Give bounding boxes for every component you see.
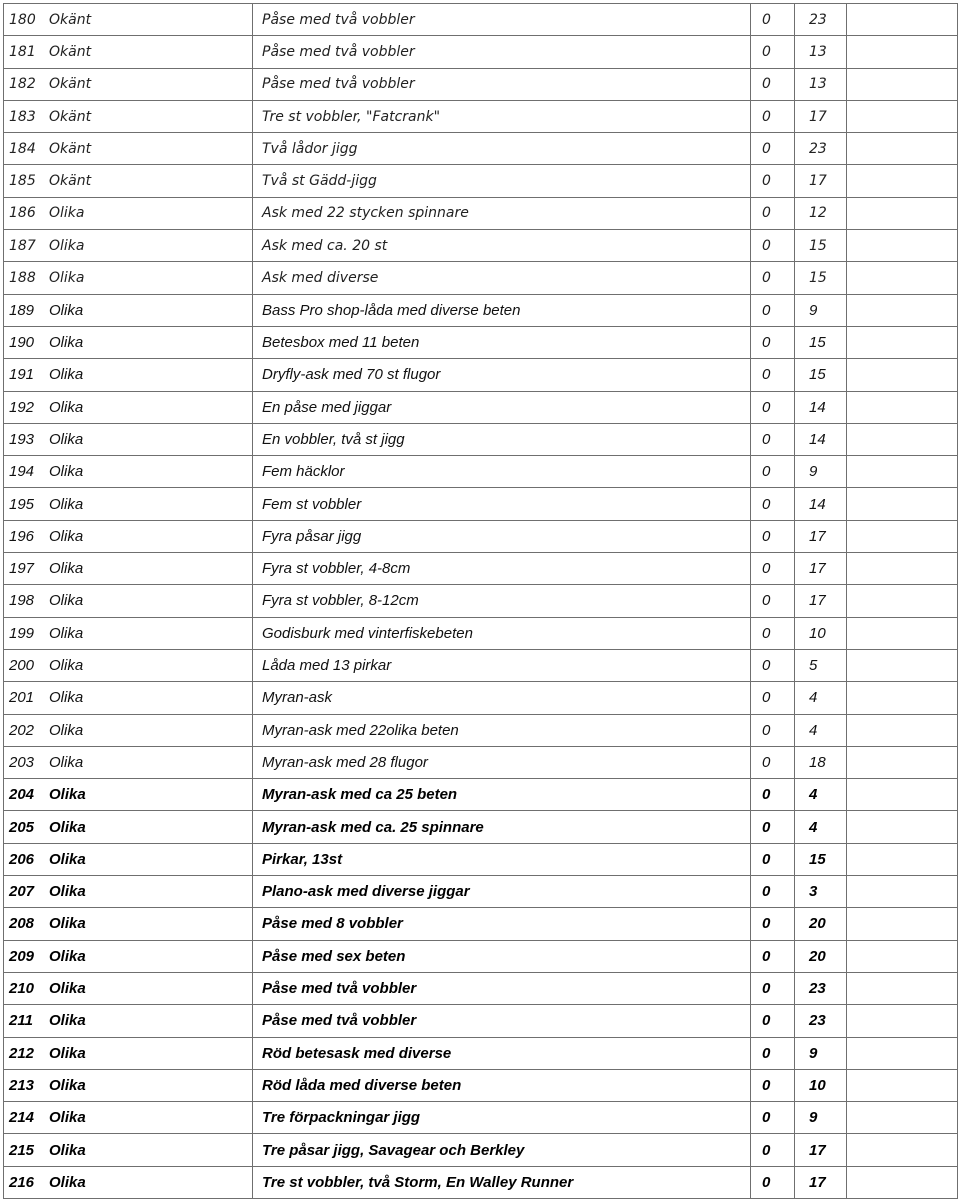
description-cell: Fyra st vobbler, 4-8cm bbox=[252, 553, 750, 584]
value-cell: 0 bbox=[750, 1005, 794, 1036]
owner-cell: Olika bbox=[49, 1109, 86, 1127]
table-row bbox=[4, 230, 957, 262]
quantity-cell: 15 bbox=[794, 844, 846, 875]
table-row bbox=[4, 618, 957, 650]
description-cell: Myran-ask bbox=[252, 682, 750, 713]
description-cell: Tre påsar jigg, Savagear och Berkley bbox=[252, 1134, 750, 1165]
quantity-cell: 12 bbox=[794, 198, 846, 229]
item-number-cell: 183 bbox=[9, 108, 36, 125]
description-cell: Fem st vobbler bbox=[252, 488, 750, 519]
item-number-cell: 205 bbox=[9, 818, 35, 836]
item-number-cell: 210 bbox=[9, 980, 35, 998]
quantity-cell: 17 bbox=[794, 1167, 846, 1198]
item-number-cell: 216 bbox=[9, 1173, 35, 1191]
item-number-cell: 198 bbox=[9, 592, 35, 610]
value-cell: 0 bbox=[750, 585, 794, 616]
empty-cell bbox=[846, 230, 957, 261]
table-row bbox=[4, 327, 957, 359]
quantity-cell: 15 bbox=[794, 230, 846, 261]
owner-cell: Olika bbox=[49, 270, 85, 287]
table-row bbox=[4, 295, 957, 327]
quantity-cell: 17 bbox=[794, 553, 846, 584]
description-cell: Myran-ask med 28 flugor bbox=[252, 747, 750, 778]
quantity-cell: 17 bbox=[794, 165, 846, 196]
empty-cell bbox=[846, 359, 957, 390]
description-cell: Plano-ask med diverse jiggar bbox=[252, 876, 750, 907]
item-number-cell: 194 bbox=[9, 463, 35, 481]
table-row bbox=[4, 392, 957, 424]
table-row bbox=[4, 165, 957, 197]
item-number-cell: 184 bbox=[9, 140, 36, 157]
description-cell: Två st Gädd-jigg bbox=[252, 165, 750, 196]
table-row bbox=[4, 1038, 957, 1070]
empty-cell bbox=[846, 941, 957, 972]
value-cell: 0 bbox=[750, 101, 794, 132]
item-number-cell: 193 bbox=[9, 431, 35, 448]
item-number-cell: 201 bbox=[9, 689, 35, 707]
description-cell: Låda med 13 pirkar bbox=[252, 650, 750, 681]
value-cell: 0 bbox=[750, 1167, 794, 1198]
description-cell: En påse med jiggar bbox=[252, 392, 750, 423]
value-cell: 0 bbox=[750, 650, 794, 681]
item-number-cell: 202 bbox=[9, 721, 35, 739]
owner-cell: Olika bbox=[49, 366, 84, 384]
owner-cell: Olika bbox=[49, 883, 86, 901]
owner-cell: Olika bbox=[49, 850, 86, 868]
quantity-cell: 17 bbox=[794, 101, 846, 132]
item-number-cell: 195 bbox=[9, 495, 35, 513]
quantity-cell: 14 bbox=[794, 488, 846, 519]
quantity-cell: 20 bbox=[794, 908, 846, 939]
item-number-cell: 206 bbox=[9, 850, 35, 868]
description-cell: Tre förpackningar jigg bbox=[252, 1102, 750, 1133]
empty-cell bbox=[846, 198, 957, 229]
table-row bbox=[4, 521, 957, 553]
table-row bbox=[4, 198, 957, 230]
item-number-cell: 189 bbox=[9, 301, 35, 319]
item-number-cell: 190 bbox=[9, 334, 35, 352]
item-number-cell: 186 bbox=[9, 205, 36, 222]
item-number-cell: 211 bbox=[9, 1012, 33, 1030]
table-row bbox=[4, 715, 957, 747]
value-cell: 0 bbox=[750, 165, 794, 196]
quantity-cell: 17 bbox=[794, 521, 846, 552]
owner-cell: Olika bbox=[49, 915, 86, 933]
owner-cell: Olika bbox=[49, 657, 84, 675]
description-cell: En vobbler, två st jigg bbox=[252, 424, 750, 455]
empty-cell bbox=[846, 165, 957, 196]
description-cell: Påse med två vobbler bbox=[252, 69, 750, 100]
item-number-cell: 191 bbox=[9, 366, 35, 384]
owner-cell: Olika bbox=[49, 624, 84, 642]
table-row bbox=[4, 876, 957, 908]
owner-cell: Olika bbox=[49, 301, 84, 319]
empty-cell bbox=[846, 682, 957, 713]
quantity-cell: 15 bbox=[794, 327, 846, 358]
table-row bbox=[4, 101, 957, 133]
table-row bbox=[4, 941, 957, 973]
value-cell: 0 bbox=[750, 521, 794, 552]
value-cell: 0 bbox=[750, 876, 794, 907]
value-cell: 0 bbox=[750, 133, 794, 164]
quantity-cell: 9 bbox=[794, 456, 846, 487]
owner-cell: Okänt bbox=[49, 11, 92, 28]
table-row bbox=[4, 1070, 957, 1102]
empty-cell bbox=[846, 456, 957, 487]
quantity-cell: 15 bbox=[794, 262, 846, 293]
owner-cell: Olika bbox=[49, 818, 86, 836]
description-cell: Fyra påsar jigg bbox=[252, 521, 750, 552]
table-row bbox=[4, 585, 957, 617]
value-cell: 0 bbox=[750, 941, 794, 972]
item-number-cell: 209 bbox=[9, 947, 35, 965]
table-row bbox=[4, 844, 957, 876]
quantity-cell: 23 bbox=[794, 973, 846, 1004]
owner-cell: Olika bbox=[49, 947, 86, 965]
value-cell: 0 bbox=[750, 359, 794, 390]
empty-cell bbox=[846, 747, 957, 778]
item-number-cell: 207 bbox=[9, 883, 35, 901]
item-number-cell: 196 bbox=[9, 527, 35, 545]
empty-cell bbox=[846, 69, 957, 100]
owner-cell: Olika bbox=[49, 721, 84, 739]
empty-cell bbox=[846, 811, 957, 842]
quantity-cell: 23 bbox=[794, 4, 846, 35]
table-row bbox=[4, 811, 957, 843]
item-number-cell: 197 bbox=[9, 560, 35, 578]
value-cell: 0 bbox=[750, 618, 794, 649]
description-cell: Fem häcklor bbox=[252, 456, 750, 487]
value-cell: 0 bbox=[750, 1134, 794, 1165]
item-number-cell: 199 bbox=[9, 624, 35, 642]
quantity-cell: 23 bbox=[794, 133, 846, 164]
empty-cell bbox=[846, 327, 957, 358]
empty-cell bbox=[846, 1005, 957, 1036]
description-cell: Ask med 22 stycken spinnare bbox=[252, 198, 750, 229]
empty-cell bbox=[846, 553, 957, 584]
owner-cell: Olika bbox=[49, 334, 84, 352]
empty-cell bbox=[846, 133, 957, 164]
value-cell: 0 bbox=[750, 327, 794, 358]
item-number-cell: 214 bbox=[9, 1109, 35, 1127]
value-cell: 0 bbox=[750, 811, 794, 842]
value-cell: 0 bbox=[750, 779, 794, 810]
owner-cell: Olika bbox=[49, 1076, 86, 1094]
owner-cell: Olika bbox=[49, 753, 84, 771]
owner-cell: Okänt bbox=[49, 108, 92, 125]
owner-cell: Olika bbox=[49, 1141, 86, 1159]
quantity-cell: 9 bbox=[794, 1038, 846, 1069]
quantity-cell: 4 bbox=[794, 811, 846, 842]
owner-cell: Olika bbox=[49, 463, 84, 481]
table-row bbox=[4, 908, 957, 940]
empty-cell bbox=[846, 973, 957, 1004]
value-cell: 0 bbox=[750, 553, 794, 584]
description-cell: Påse med två vobbler bbox=[252, 973, 750, 1004]
empty-cell bbox=[846, 1167, 957, 1198]
item-number-cell: 213 bbox=[9, 1076, 35, 1094]
table-row bbox=[4, 488, 957, 520]
value-cell: 0 bbox=[750, 69, 794, 100]
quantity-cell: 9 bbox=[794, 295, 846, 326]
description-cell: Myran-ask med 22olika beten bbox=[252, 715, 750, 746]
item-number-cell: 215 bbox=[9, 1141, 35, 1159]
empty-cell bbox=[846, 1038, 957, 1069]
quantity-cell: 17 bbox=[794, 585, 846, 616]
description-cell: Tre st vobbler, "Fatcrank" bbox=[252, 101, 750, 132]
owner-cell: Olika bbox=[49, 527, 84, 545]
description-cell: Betesbox med 11 beten bbox=[252, 327, 750, 358]
owner-cell: Olika bbox=[49, 431, 84, 448]
value-cell: 0 bbox=[750, 1070, 794, 1101]
table-row bbox=[4, 1167, 957, 1199]
description-cell: Tre st vobbler, två Storm, En Walley Runner bbox=[252, 1167, 750, 1198]
value-cell: 0 bbox=[750, 198, 794, 229]
owner-cell: Okänt bbox=[49, 173, 92, 190]
empty-cell bbox=[846, 101, 957, 132]
empty-cell bbox=[846, 715, 957, 746]
table-row bbox=[4, 36, 957, 68]
item-number-cell: 200 bbox=[9, 657, 35, 675]
table-row bbox=[4, 682, 957, 714]
description-cell: Fyra st vobbler, 8-12cm bbox=[252, 585, 750, 616]
owner-cell: Okänt bbox=[49, 140, 92, 157]
quantity-cell: 14 bbox=[794, 392, 846, 423]
quantity-cell: 10 bbox=[794, 1070, 846, 1101]
value-cell: 0 bbox=[750, 424, 794, 455]
empty-cell bbox=[846, 844, 957, 875]
owner-cell: Olika bbox=[49, 689, 84, 707]
quantity-cell: 3 bbox=[794, 876, 846, 907]
item-number-cell: 180 bbox=[9, 11, 36, 28]
table-row bbox=[4, 69, 957, 101]
description-cell: Påse med sex beten bbox=[252, 941, 750, 972]
owner-cell: Olika bbox=[49, 1012, 86, 1030]
table-row bbox=[4, 456, 957, 488]
quantity-cell: 13 bbox=[794, 36, 846, 67]
empty-cell bbox=[846, 488, 957, 519]
description-cell: Påse med två vobbler bbox=[252, 36, 750, 67]
description-cell: Påse med två vobbler bbox=[252, 4, 750, 35]
table-row bbox=[4, 553, 957, 585]
quantity-cell: 9 bbox=[794, 1102, 846, 1133]
empty-cell bbox=[846, 392, 957, 423]
description-cell: Myran-ask med ca. 25 spinnare bbox=[252, 811, 750, 842]
empty-cell bbox=[846, 876, 957, 907]
owner-cell: Olika bbox=[49, 205, 85, 222]
value-cell: 0 bbox=[750, 844, 794, 875]
owner-cell: Olika bbox=[49, 1044, 86, 1062]
description-cell: Pirkar, 13st bbox=[252, 844, 750, 875]
item-number-cell: 181 bbox=[9, 43, 36, 60]
table-row bbox=[4, 1005, 957, 1037]
quantity-cell: 20 bbox=[794, 941, 846, 972]
description-cell: Påse med 8 vobbler bbox=[252, 908, 750, 939]
item-number-cell: 192 bbox=[9, 398, 35, 416]
owner-cell: Olika bbox=[49, 1173, 86, 1191]
empty-cell bbox=[846, 1134, 957, 1165]
item-number-cell: 212 bbox=[9, 1044, 35, 1062]
empty-cell bbox=[846, 650, 957, 681]
table-row bbox=[4, 779, 957, 811]
table-row bbox=[4, 650, 957, 682]
value-cell: 0 bbox=[750, 1102, 794, 1133]
owner-cell: Olika bbox=[49, 495, 84, 513]
empty-cell bbox=[846, 1070, 957, 1101]
item-number-cell: 203 bbox=[9, 753, 35, 771]
empty-cell bbox=[846, 36, 957, 67]
owner-cell: Olika bbox=[49, 592, 84, 610]
value-cell: 0 bbox=[750, 973, 794, 1004]
quantity-cell: 14 bbox=[794, 424, 846, 455]
value-cell: 0 bbox=[750, 295, 794, 326]
owner-cell: Olika bbox=[49, 980, 86, 998]
table-row bbox=[4, 262, 957, 294]
value-cell: 0 bbox=[750, 4, 794, 35]
description-cell: Godisburk med vinterfiskebeten bbox=[252, 618, 750, 649]
empty-cell bbox=[846, 585, 957, 616]
empty-cell bbox=[846, 1102, 957, 1133]
table-row bbox=[4, 4, 957, 36]
owner-cell: Okänt bbox=[49, 76, 92, 93]
table-row bbox=[4, 133, 957, 165]
item-number-cell: 182 bbox=[9, 76, 36, 93]
inventory-table bbox=[3, 3, 958, 1199]
value-cell: 0 bbox=[750, 262, 794, 293]
description-cell: Ask med ca. 20 st bbox=[252, 230, 750, 261]
description-cell: Påse med två vobbler bbox=[252, 1005, 750, 1036]
value-cell: 0 bbox=[750, 230, 794, 261]
item-number-cell: 188 bbox=[9, 270, 36, 287]
quantity-cell: 15 bbox=[794, 359, 846, 390]
quantity-cell: 23 bbox=[794, 1005, 846, 1036]
quantity-cell: 18 bbox=[794, 747, 846, 778]
value-cell: 0 bbox=[750, 488, 794, 519]
value-cell: 0 bbox=[750, 36, 794, 67]
value-cell: 0 bbox=[750, 392, 794, 423]
item-number-cell: 187 bbox=[9, 237, 36, 254]
quantity-cell: 17 bbox=[794, 1134, 846, 1165]
table-row bbox=[4, 424, 957, 456]
description-cell: Röd betesask med diverse bbox=[252, 1038, 750, 1069]
empty-cell bbox=[846, 295, 957, 326]
owner-cell: Okänt bbox=[49, 43, 92, 60]
value-cell: 0 bbox=[750, 456, 794, 487]
owner-cell: Olika bbox=[49, 237, 85, 254]
quantity-cell: 5 bbox=[794, 650, 846, 681]
item-number-cell: 185 bbox=[9, 173, 36, 190]
quantity-cell: 4 bbox=[794, 779, 846, 810]
quantity-cell: 4 bbox=[794, 682, 846, 713]
quantity-cell: 13 bbox=[794, 69, 846, 100]
table-row bbox=[4, 1134, 957, 1166]
empty-cell bbox=[846, 424, 957, 455]
table-row bbox=[4, 973, 957, 1005]
description-cell: Ask med diverse bbox=[252, 262, 750, 293]
empty-cell bbox=[846, 521, 957, 552]
value-cell: 0 bbox=[750, 682, 794, 713]
value-cell: 0 bbox=[750, 1038, 794, 1069]
description-cell: Två lådor jigg bbox=[252, 133, 750, 164]
item-number-cell: 204 bbox=[9, 786, 35, 804]
table-row bbox=[4, 747, 957, 779]
owner-cell: Olika bbox=[49, 398, 84, 416]
value-cell: 0 bbox=[750, 747, 794, 778]
empty-cell bbox=[846, 779, 957, 810]
table-row bbox=[4, 1102, 957, 1134]
table-row bbox=[4, 359, 957, 391]
description-cell: Röd låda med diverse beten bbox=[252, 1070, 750, 1101]
empty-cell bbox=[846, 262, 957, 293]
value-cell: 0 bbox=[750, 715, 794, 746]
owner-cell: Olika bbox=[49, 786, 86, 804]
empty-cell bbox=[846, 618, 957, 649]
description-cell: Dryfly-ask med 70 st flugor bbox=[252, 359, 750, 390]
quantity-cell: 4 bbox=[794, 715, 846, 746]
item-number-cell: 208 bbox=[9, 915, 35, 933]
description-cell: Bass Pro shop-låda med diverse beten bbox=[252, 295, 750, 326]
description-cell: Myran-ask med ca 25 beten bbox=[252, 779, 750, 810]
owner-cell: Olika bbox=[49, 560, 84, 578]
value-cell: 0 bbox=[750, 908, 794, 939]
empty-cell bbox=[846, 4, 957, 35]
quantity-cell: 10 bbox=[794, 618, 846, 649]
empty-cell bbox=[846, 908, 957, 939]
